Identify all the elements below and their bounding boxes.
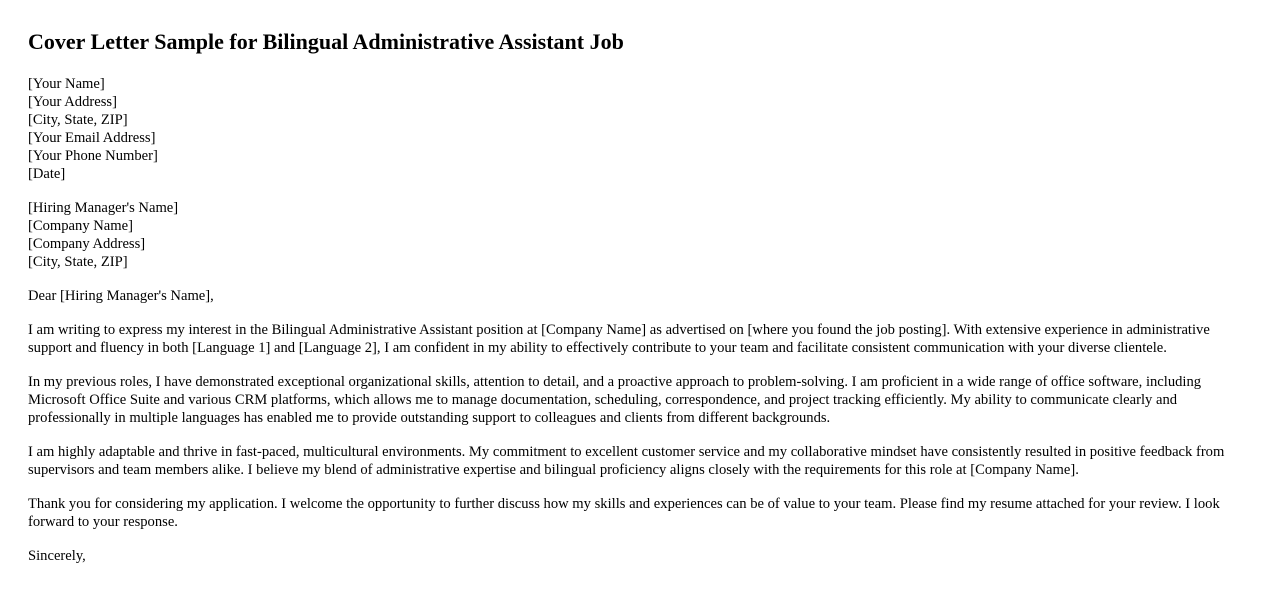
recipient-company: [Company Name] [28,218,133,234]
recipient-address: [Company Address] [28,236,146,252]
sender-address-block [28,75,1253,183]
page-title: Cover Letter Sample for Bilingual Administrative Assistant Job [28,29,624,54]
body-paragraph-1: I am writing to express my interest in the Bilingual Administrative Assistant position at [Company Name] as advertised on [where you found the job posting]. With extensive experience in administrative support and fluency in both [Language 1] and [Language 2], I am confident in my ability to effectively contribute to your team and facilitate consistent communication with your diverse clientele. [28,322,1210,356]
sender-phone: [Your Phone Number] [28,148,158,164]
body-paragraph-3: I am highly adaptable and thrive in fast-paced, multicultural environments. My commitment to excellent customer service and my collaborative mindset have consistently resulted in positive feedback from supervisors and team members alike. I believe my blend of administrative expertise and bilingual proficiency aligns closely with the requirements for this role at [Company Name]. [28,444,1225,478]
recipient-name: [Hiring Manager's Name] [28,200,179,216]
cover-letter-document [28,0,1253,565]
recipient-city-state-zip: [City, State, ZIP] [28,254,128,270]
sender-email: [Your Email Address] [28,130,156,146]
sender-address: [Your Address] [28,94,117,110]
body-paragraph-2: In my previous roles, I have demonstrated exceptional organizational skills, attention to detail, and a proactive approach to problem-solving. I am proficient in a wide range of office software, including Microsoft Office Suite and various CRM platforms, which allows me to manage documentation, scheduling, correspondence, and project tracking efficiently. My ability to communicate clearly and professionally in multiple languages has enabled me to provide outstanding support to colleagues and clients from different backgrounds. [28,374,1202,426]
body-paragraph-4: Thank you for considering my application. I welcome the opportunity to further discuss how my skills and experiences can be of value to your team. Please find my resume attached for your review. I look forward to your response. [28,496,1220,530]
sender-name: [Your Name] [28,76,105,92]
sender-city-state-zip: [City, State, ZIP] [28,112,128,128]
salutation: Dear [Hiring Manager's Name], [28,288,214,304]
recipient-address-block [28,199,1253,271]
closing: Sincerely, [28,548,86,564]
letter-date: [Date] [28,166,66,182]
